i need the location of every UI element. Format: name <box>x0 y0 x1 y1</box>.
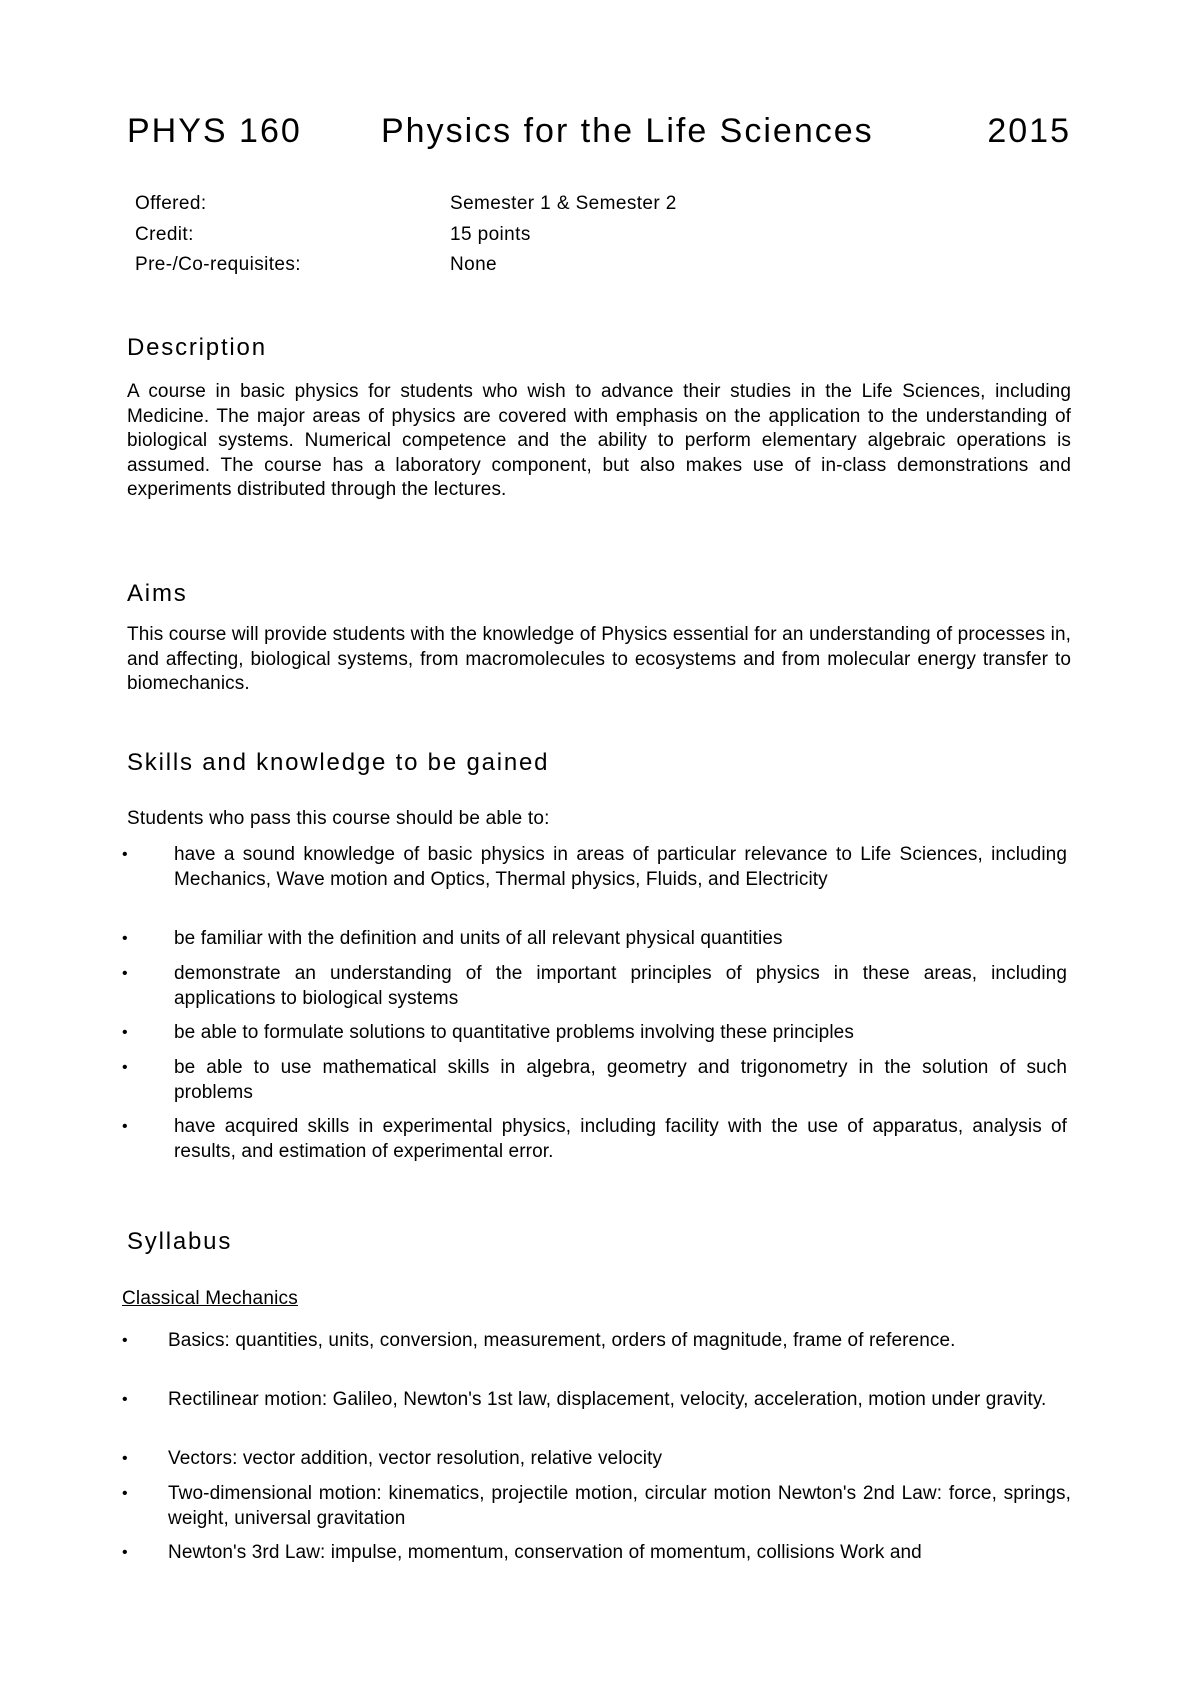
meta-label: Offered: <box>135 193 207 214</box>
list-item-text: Basics: quantities, units, conversion, measurement, orders of magnitude, frame of reference. <box>168 1330 956 1351</box>
course-code: PHYS 160 <box>127 112 302 150</box>
bullet-icon: • <box>122 1544 128 1561</box>
bullet-icon: • <box>122 1332 128 1349</box>
list-item-text: Vectors: vector addition, vector resolution, relative velocity <box>168 1448 663 1469</box>
list-item-text: have acquired skills in experimental physics, including facility with the use of apparatus, analysis of results, and estimation of experimental error. <box>174 1116 1067 1162</box>
aims-text: This course will provide students with the knowledge of Physics essential for an understanding of processes in, and affecting, biological systems, from macromolecules to ecosystems and from molecular energy transfer to biomechanics. <box>127 624 1071 694</box>
list-item-text: demonstrate an understanding of the important principles of physics in these areas, including applications to biological systems <box>174 963 1067 1009</box>
skills-heading: Skills and knowledge to be gained <box>127 749 550 776</box>
bullet-icon: • <box>122 965 128 982</box>
list-item-text: be able to use mathematical skills in algebra, geometry and trigonometry in the solution of such problems <box>174 1057 1067 1103</box>
course-year: 2015 <box>987 112 1071 150</box>
list-item-text: be familiar with the definition and units of all relevant physical quantities <box>174 928 783 949</box>
bullet-icon: • <box>122 1485 128 1502</box>
description-heading: Description <box>127 334 267 361</box>
meta-value: Semester 1 & Semester 2 <box>450 193 677 214</box>
bullet-icon: • <box>122 1059 128 1076</box>
bullet-icon: • <box>122 1118 128 1135</box>
meta-label: Credit: <box>135 223 194 245</box>
list-item-text: Two-dimensional motion: kinematics, projectile motion, circular motion Newton's 2nd Law: force, springs, weight, universal gravitation <box>168 1483 1071 1529</box>
course-title: Physics for the Life Sciences <box>381 112 874 150</box>
syllabus-subheading: Classical Mechanics <box>122 1288 298 1309</box>
list-item-text: Rectilinear motion: Galileo, Newton's 1st law, displacement, velocity, acceleration, motion under gravity. <box>168 1389 1047 1410</box>
meta-label: Pre-/Co-requisites: <box>135 254 301 275</box>
meta-value: 15 points <box>450 223 531 245</box>
meta-value: None <box>450 254 498 275</box>
bullet-icon: • <box>122 1450 128 1467</box>
description-text: A course in basic physics for students who wish to advance their studies in the Life Sciences, including Medicine. The major areas of physics are covered with emphasis on the application to the understanding of biological systems. Numerical competence and the ability to perform elementary algebraic operations is assumed. The course has a laboratory component, but also makes use of in-class demonstrations and experiments distributed through the lectures. <box>127 381 1071 500</box>
skills-intro: Students who pass this course should be able to: <box>127 808 550 829</box>
list-item-text: Newton's 3rd Law: impulse, momentum, conservation of momentum, collisions Work and <box>168 1542 922 1563</box>
bullet-icon: • <box>122 1391 128 1408</box>
list-item-text: have a sound knowledge of basic physics in areas of particular relevance to Life Sciences, including Mechanics, Wave motion and Optics, Thermal physics, Fluids, and Electricity <box>174 844 1067 890</box>
aims-heading: Aims <box>127 580 188 607</box>
bullet-icon: • <box>122 846 128 863</box>
course-header <box>127 112 1071 158</box>
syllabus-heading: Syllabus <box>127 1228 233 1255</box>
bullet-icon: • <box>122 930 128 947</box>
list-item-text: be able to formulate solutions to quantitative problems involving these principles <box>174 1022 854 1043</box>
bullet-icon: • <box>122 1024 128 1041</box>
